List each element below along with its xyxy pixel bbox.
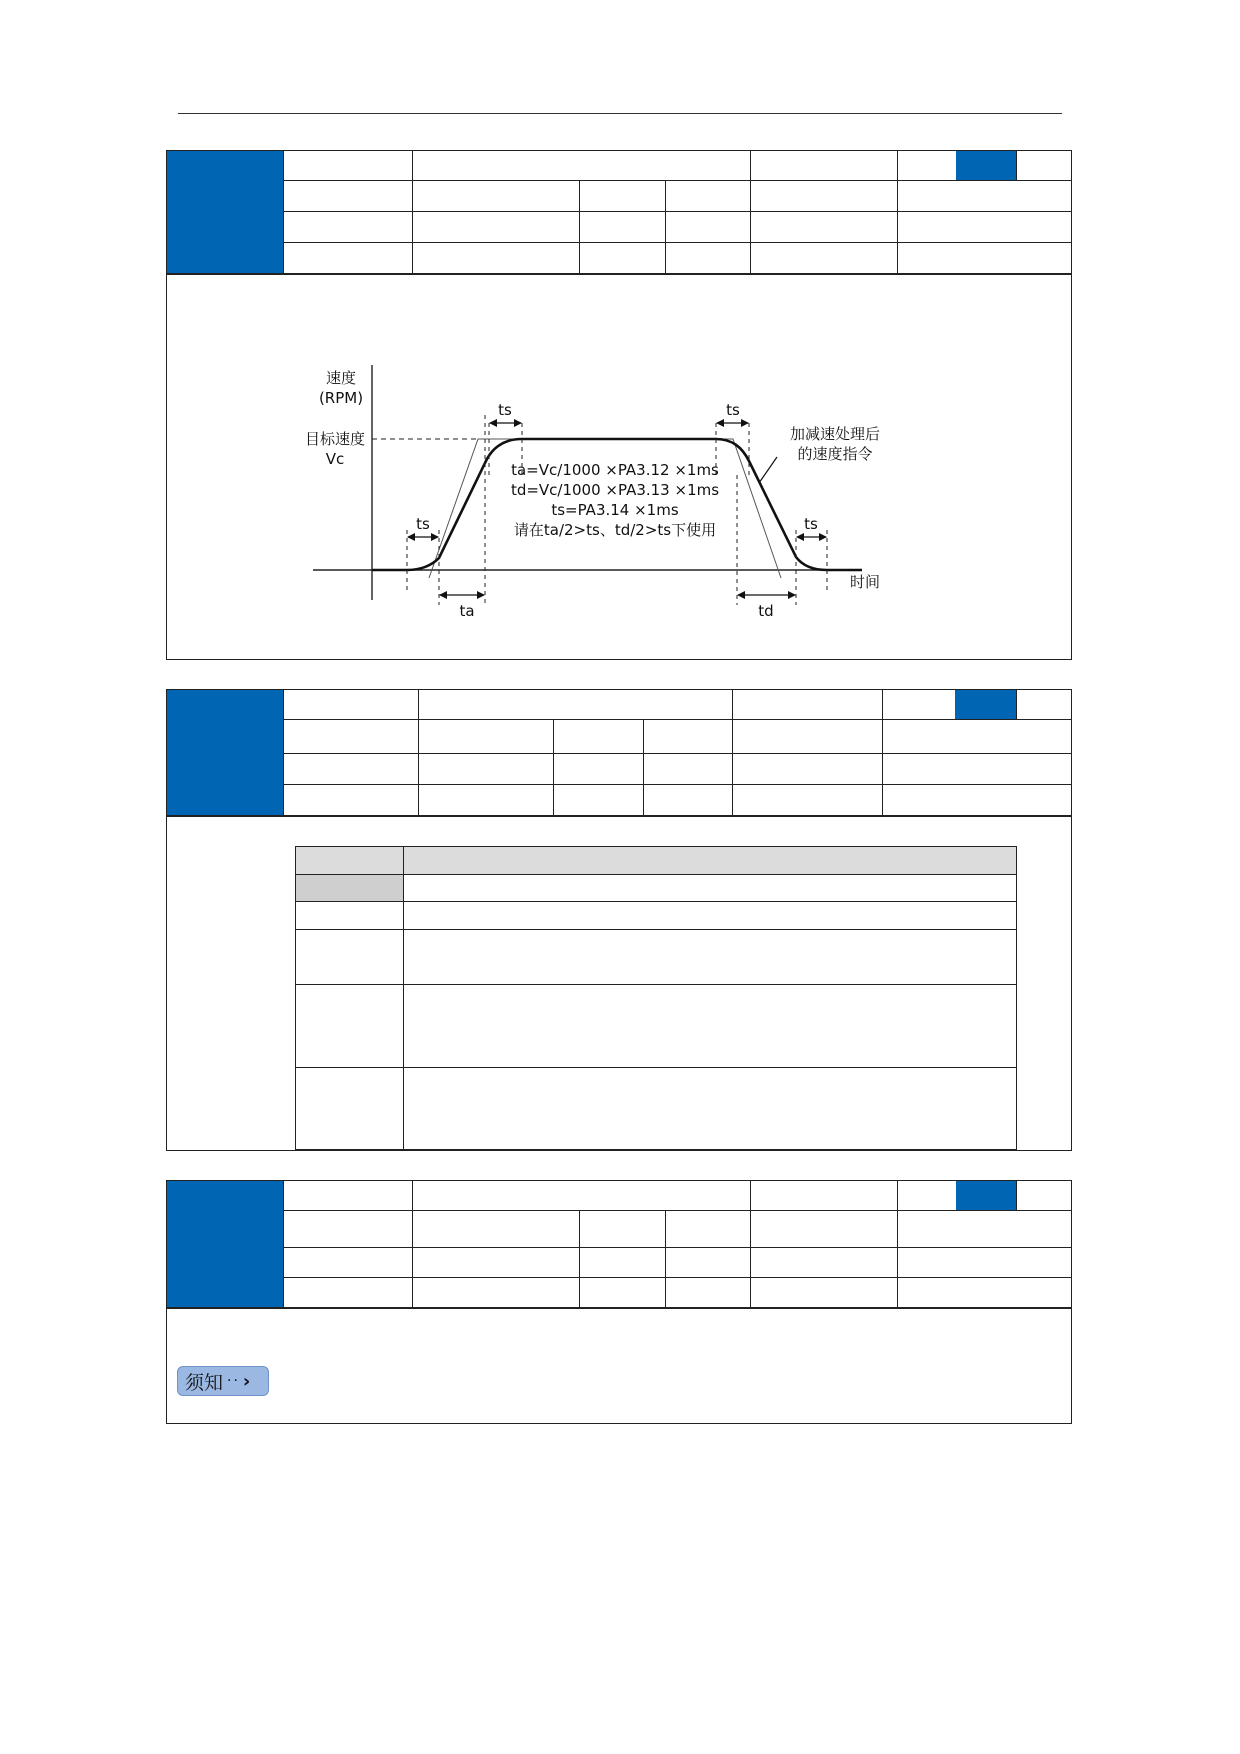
y-axis-unit: (RPM): [318, 389, 364, 407]
header-col-line: [579, 1210, 580, 1307]
header-col-line: [283, 690, 284, 815]
ts-label-4: ts: [804, 515, 818, 533]
x-axis-label: 时间: [849, 573, 881, 591]
header-row-line: [283, 242, 1071, 243]
formula-ta: ta=Vc/1000 ×PA3.12 ×1ms: [511, 461, 719, 479]
header-col-line: [1016, 151, 1017, 180]
curve-label-pointer: [759, 457, 777, 483]
usage-condition: 请在ta/2>ts、td/2>ts下使用: [513, 521, 717, 539]
highlight-cell: [956, 151, 1016, 180]
header-col-line: [665, 180, 666, 273]
parameter-block-2: [166, 689, 1072, 1151]
header-row-line: [283, 1277, 1071, 1278]
header-col-line: [412, 151, 413, 273]
header-col-line: [897, 151, 898, 273]
formula-td: td=Vc/1000 ×PA3.13 ×1ms: [510, 481, 720, 499]
header-row-line: [283, 180, 1071, 181]
parameter-id-cell: [167, 690, 283, 817]
ts-label-2: ts: [498, 401, 512, 419]
highlight-cell: [956, 1181, 1016, 1210]
target-speed-symbol: Vc: [325, 450, 345, 468]
header-row-line: [283, 211, 1071, 212]
td-label: td: [758, 602, 774, 620]
header-col-line: [897, 1181, 898, 1307]
parameter-block-1: [166, 150, 1072, 660]
curve-label-line1: 加减速处理后: [789, 425, 881, 443]
header-col-line: [418, 690, 419, 815]
header-col-line: [553, 719, 554, 815]
header-col-line: [579, 180, 580, 273]
header-row-line: [283, 784, 1071, 785]
diagram-area: [167, 275, 1071, 659]
header-col-line: [750, 1181, 751, 1307]
table-row-line: [296, 874, 1016, 875]
header-col-line: [882, 690, 883, 815]
table-row-line: [296, 1067, 1016, 1068]
header-col-line: [732, 690, 733, 815]
header-row-line: [283, 753, 1071, 754]
header-bottom-line: [167, 815, 1071, 817]
ts-label-1: ts: [416, 515, 430, 533]
note-area: [167, 1308, 1071, 1423]
header-col-line: [643, 719, 644, 815]
speed-profile-diagram: [167, 275, 1070, 659]
table-row-line: [296, 984, 1016, 985]
table-col-line: [403, 847, 404, 1149]
note-label: 须知: [185, 1371, 224, 1394]
table-row-line: [296, 929, 1016, 930]
header-col-line: [665, 1210, 666, 1307]
y-axis-label: 速度: [325, 369, 357, 387]
setting-table: [295, 846, 1017, 1150]
curve-label-line2: 的速度指令: [797, 445, 873, 463]
table-row-line: [296, 901, 1016, 902]
note-dots: ··: [227, 1373, 240, 1389]
header-row-line: [283, 1210, 1071, 1211]
parameter-id-cell: [167, 1181, 283, 1308]
highlight-cell: [955, 690, 1016, 719]
page-header-rule: [178, 113, 1062, 114]
header-col-line: [412, 1181, 413, 1307]
table-first-cell: [296, 874, 404, 901]
header-row-line: [283, 1247, 1071, 1248]
header-col-line: [1016, 1181, 1017, 1210]
formula-ts: ts=PA3.14 ×1ms: [551, 501, 679, 519]
ts-label-3: ts: [726, 401, 740, 419]
header-col-line: [1016, 690, 1017, 719]
parameter-block-3: [166, 1180, 1072, 1424]
header-col-line: [283, 151, 284, 273]
parameter-id-cell: [167, 151, 283, 275]
table-header-row: [296, 847, 1016, 874]
target-speed-label: 目标速度: [304, 430, 366, 448]
header-col-line: [750, 151, 751, 273]
note-badge: [177, 1366, 269, 1396]
ta-label: ta: [459, 602, 475, 620]
header-row-line: [283, 719, 1071, 720]
chevron-right-icon: ›: [242, 1370, 251, 1392]
header-col-line: [283, 1181, 284, 1307]
